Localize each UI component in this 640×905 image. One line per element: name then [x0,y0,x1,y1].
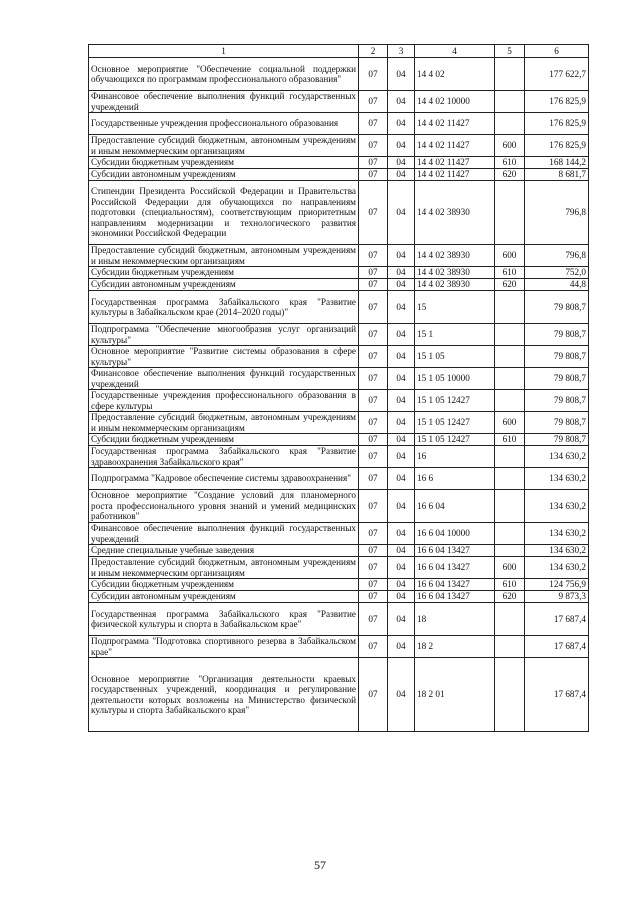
row-amount: 134 630,2 [525,468,589,490]
row-expense-type [495,58,525,91]
row-subsection: 04 [388,545,415,557]
row-subsection: 04 [388,490,415,523]
row-amount: 79 808,7 [525,412,589,434]
row-amount: 9 873,3 [525,591,589,603]
table-row [89,468,589,490]
row-section: 07 [359,412,388,434]
table-row [89,603,589,636]
row-subsection: 04 [388,557,415,579]
row-target-code: 14 4 02 11427 [415,169,495,181]
row-expense-type: 620 [495,169,525,181]
budget-table-body [89,45,589,732]
row-name: Стипендии Президента Российской Федерации и Правительства Российской Федерации для обучающихся по направлениям подготовки (специальностям), соответствующим приоритетным направлениям модернизации и технологического развития экономики Российской Федерации [89,181,359,245]
row-name: Государственные учреждения профессионального образования в сфере культуры [89,390,359,412]
row-amount: 8 681,7 [525,169,589,181]
row-name: Финансовое обеспечение выполнения функций государственных учреждений [89,91,359,113]
budget-table [88,44,589,732]
row-name: Предоставление субсидий бюджетным, автономным учреждениям и иным некоммерческим организациям [89,245,359,267]
table-row [89,279,589,291]
row-subsection: 04 [388,412,415,434]
table-row [89,523,589,545]
row-name: Государственная программа Забайкальского края "Развитие культуры в Забайкальском крае (2014–2020 годы)" [89,291,359,324]
row-expense-type: 600 [495,245,525,267]
row-name: Субсидии бюджетным учреждениям [89,434,359,446]
row-section: 07 [359,545,388,557]
row-amount: 124 756,9 [525,579,589,591]
row-section: 07 [359,267,388,279]
row-target-code: 18 2 [415,636,495,658]
row-target-code: 14 4 02 [415,58,495,91]
row-subsection: 04 [388,523,415,545]
row-target-code: 14 4 02 38930 [415,279,495,291]
row-target-code: 18 [415,603,495,636]
row-name: Государственные учреждения профессионального образования [89,113,359,135]
row-expense-type [495,291,525,324]
row-section: 07 [359,58,388,91]
row-subsection: 04 [388,135,415,157]
row-name: Предоставление субсидий бюджетным, автономным учреждениям и иным некоммерческим организациям [89,557,359,579]
row-expense-type [495,468,525,490]
row-target-code: 15 1 05 [415,346,495,368]
row-expense-type [495,113,525,135]
row-name: Основное мероприятие "Организация деятельности краевых государственных учреждений, координация и регулирование деятельности которых возложены на Министерство физической культуры и спорта Забайкальского края" [89,658,359,732]
row-subsection: 04 [388,468,415,490]
row-expense-type: 620 [495,279,525,291]
row-expense-type: 620 [495,591,525,603]
row-target-code: 14 4 02 38930 [415,181,495,245]
row-target-code: 18 2 01 [415,658,495,732]
table-row [89,434,589,446]
row-target-code: 16 6 04 [415,490,495,523]
row-subsection: 04 [388,579,415,591]
row-section: 07 [359,346,388,368]
row-amount: 134 630,2 [525,545,589,557]
table-row [89,181,589,245]
row-subsection: 04 [388,91,415,113]
row-section: 07 [359,181,388,245]
table-row [89,157,589,169]
row-target-code: 14 4 02 11427 [415,135,495,157]
row-section: 07 [359,135,388,157]
row-target-code: 14 4 02 10000 [415,91,495,113]
row-section: 07 [359,434,388,446]
row-amount: 134 630,2 [525,557,589,579]
row-name: Предоставление субсидий бюджетным, автономным учреждениям и иным некоммерческим организациям [89,412,359,434]
row-section: 07 [359,390,388,412]
header-row [89,45,589,58]
row-amount: 79 808,7 [525,390,589,412]
row-name: Основное мероприятие "Обеспечение социальной поддержки обучающихся по программам профессионального образования" [89,58,359,91]
header-cell: 4 [415,45,495,58]
row-amount: 176 825,9 [525,135,589,157]
row-subsection: 04 [388,591,415,603]
row-name: Субсидии бюджетным учреждениям [89,157,359,169]
row-amount: 79 808,7 [525,368,589,390]
row-section: 07 [359,490,388,523]
row-target-code: 14 4 02 11427 [415,157,495,169]
row-subsection: 04 [388,245,415,267]
row-name: Предоставление субсидий бюджетным, автономным учреждениям и иным некоммерческим организациям [89,135,359,157]
row-name: Государственная программа Забайкальского края "Развитие здравоохранения Забайкальского края" [89,446,359,468]
row-subsection: 04 [388,267,415,279]
row-target-code: 15 1 05 12427 [415,434,495,446]
row-expense-type [495,545,525,557]
row-subsection: 04 [388,113,415,135]
table-row [89,267,589,279]
row-expense-type [495,658,525,732]
row-section: 07 [359,468,388,490]
row-amount: 79 808,7 [525,346,589,368]
row-subsection: 04 [388,169,415,181]
table-row [89,346,589,368]
row-amount: 168 144,2 [525,157,589,169]
row-expense-type [495,91,525,113]
row-section: 07 [359,169,388,181]
row-section: 07 [359,368,388,390]
row-target-code: 16 6 04 13427 [415,557,495,579]
row-subsection: 04 [388,346,415,368]
row-name: Субсидии автономным учреждениям [89,279,359,291]
row-amount: 17 687,4 [525,658,589,732]
table-row [89,58,589,91]
row-section: 07 [359,279,388,291]
row-amount: 134 630,2 [525,446,589,468]
table-row [89,135,589,157]
table-row [89,545,589,557]
row-name: Государственная программа Забайкальского края "Развитие физической культуры и спорта в Забайкальском крае" [89,603,359,636]
row-expense-type: 610 [495,157,525,169]
row-expense-type: 600 [495,557,525,579]
row-subsection: 04 [388,324,415,346]
row-expense-type: 600 [495,135,525,157]
table-row [89,91,589,113]
row-section: 07 [359,557,388,579]
row-amount: 796,8 [525,245,589,267]
row-expense-type [495,181,525,245]
row-amount: 79 808,7 [525,324,589,346]
row-name: Финансовое обеспечение выполнения функций государственных учреждений [89,523,359,545]
row-expense-type: 610 [495,579,525,591]
row-section: 07 [359,636,388,658]
table-row [89,446,589,468]
row-section: 07 [359,324,388,346]
table-row [89,390,589,412]
row-subsection: 04 [388,603,415,636]
row-amount: 752,0 [525,267,589,279]
row-section: 07 [359,591,388,603]
row-amount: 796,8 [525,181,589,245]
row-expense-type: 600 [495,412,525,434]
row-section: 07 [359,446,388,468]
row-amount: 134 630,2 [525,490,589,523]
row-section: 07 [359,113,388,135]
table-row [89,245,589,267]
header-cell: 2 [359,45,388,58]
row-expense-type: 610 [495,434,525,446]
row-expense-type [495,490,525,523]
row-name: Подпрограмма "Обеспечение многообразия услуг организаций культуры" [89,324,359,346]
row-target-code: 14 4 02 11427 [415,113,495,135]
row-name: Субсидии автономным учреждениям [89,591,359,603]
row-section: 07 [359,91,388,113]
row-subsection: 04 [388,434,415,446]
row-subsection: 04 [388,279,415,291]
row-subsection: 04 [388,446,415,468]
row-amount: 44,8 [525,279,589,291]
row-expense-type [495,636,525,658]
row-amount: 134 630,2 [525,523,589,545]
document-page [88,44,588,732]
row-subsection: 04 [388,181,415,245]
row-name: Средние специальные учебные заведения [89,545,359,557]
row-target-code: 16 6 04 13427 [415,591,495,603]
row-target-code: 16 6 04 13427 [415,579,495,591]
row-amount: 17 687,4 [525,636,589,658]
row-expense-type [495,446,525,468]
table-row [89,557,589,579]
row-expense-type [495,368,525,390]
row-section: 07 [359,157,388,169]
row-subsection: 04 [388,368,415,390]
row-target-code: 15 1 05 12427 [415,412,495,434]
row-amount: 79 808,7 [525,434,589,446]
row-section: 07 [359,658,388,732]
row-name: Субсидии бюджетным учреждениям [89,579,359,591]
row-expense-type [495,603,525,636]
row-target-code: 16 [415,446,495,468]
table-row [89,291,589,324]
row-target-code: 15 1 05 10000 [415,368,495,390]
row-target-code: 16 6 04 13427 [415,545,495,557]
row-name: Основное мероприятие "Создание условий для планомерного роста профессионального уровня знаний и умений медицинских работников" [89,490,359,523]
row-name: Финансовое обеспечение выполнения функций государственных учреждений [89,368,359,390]
table-row [89,169,589,181]
table-row [89,324,589,346]
page-number: 57 [314,858,326,872]
header-cell: 5 [495,45,525,58]
row-amount: 17 687,4 [525,603,589,636]
row-expense-type [495,346,525,368]
row-name: Подпрограмма "Кадровое обеспечение системы здравоохранения" [89,468,359,490]
row-subsection: 04 [388,291,415,324]
row-target-code: 14 4 02 38930 [415,245,495,267]
table-row [89,658,589,732]
row-subsection: 04 [388,157,415,169]
row-expense-type [495,324,525,346]
row-amount: 177 622,7 [525,58,589,91]
table-row [89,579,589,591]
row-target-code: 15 1 05 12427 [415,390,495,412]
table-row [89,490,589,523]
header-cell: 3 [388,45,415,58]
row-expense-type [495,390,525,412]
row-subsection: 04 [388,390,415,412]
table-row [89,412,589,434]
row-name: Основное мероприятие "Развитие системы образования в сфере культуры" [89,346,359,368]
row-section: 07 [359,291,388,324]
row-name: Субсидии автономным учреждениям [89,169,359,181]
table-row [89,636,589,658]
row-target-code: 15 [415,291,495,324]
row-subsection: 04 [388,636,415,658]
row-section: 07 [359,603,388,636]
row-name: Субсидии бюджетным учреждениям [89,267,359,279]
row-section: 07 [359,245,388,267]
table-row [89,591,589,603]
row-target-code: 16 6 [415,468,495,490]
row-amount: 79 808,7 [525,291,589,324]
row-expense-type [495,523,525,545]
row-amount: 176 825,9 [525,113,589,135]
row-name: Подпрограмма "Подготовка спортивного резерва в Забайкальском крае" [89,636,359,658]
row-target-code: 14 4 02 38930 [415,267,495,279]
table-row [89,368,589,390]
header-cell: 1 [89,45,359,58]
row-target-code: 15 1 [415,324,495,346]
row-subsection: 04 [388,658,415,732]
table-row [89,113,589,135]
row-section: 07 [359,523,388,545]
row-section: 07 [359,579,388,591]
header-cell: 6 [525,45,589,58]
row-expense-type: 610 [495,267,525,279]
row-amount: 176 825,9 [525,91,589,113]
row-subsection: 04 [388,58,415,91]
row-target-code: 16 6 04 10000 [415,523,495,545]
